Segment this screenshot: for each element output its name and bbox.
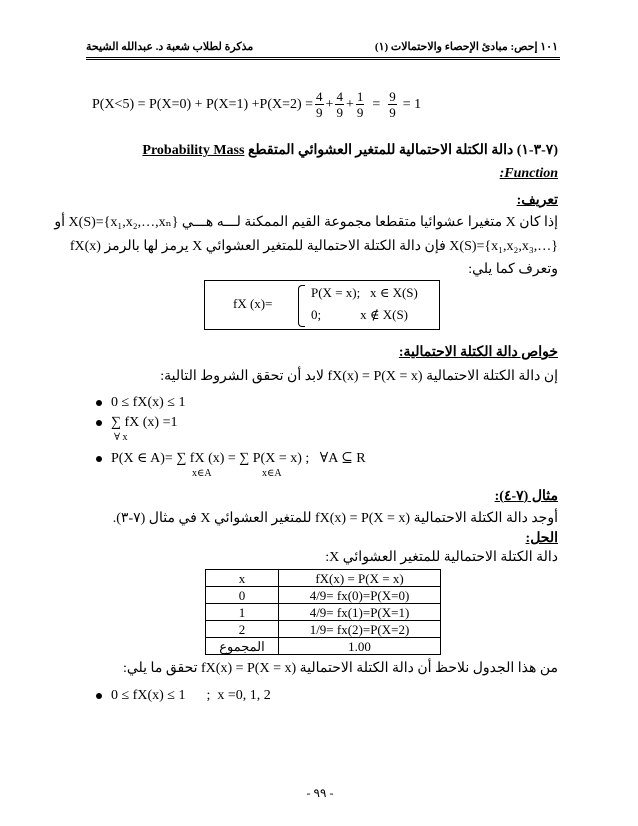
section-title: [142, 142, 558, 159]
table-total-label: المجموع: [206, 638, 279, 655]
header-author: مذكرة لطلاب شعبة د. عبدالله الشيحة: [86, 41, 254, 53]
fraction: $\frac{9}{9}$: [389, 89, 396, 120]
table-row: [206, 587, 441, 604]
solution-heading: الحل:: [525, 531, 558, 546]
table-header: fX(x) = P(X = x): [279, 570, 441, 587]
pmf-definition-box: [204, 280, 440, 330]
pmf-symbol: fX(x): [69, 239, 101, 254]
page-number: - ٩٩ -: [306, 786, 334, 800]
fraction: $\frac{1}{9}$: [356, 89, 364, 120]
pmf-equation: fX(x) = P(X = x): [201, 661, 297, 676]
pmf-case-2: 0; x ∉ X(S): [311, 307, 409, 322]
solution-line: دالة الكتلة الاحتمالية للمتغير العشوائي X:: [325, 550, 558, 565]
plus-sign: +: [345, 96, 354, 112]
properties-intro: إن دالة الكتلة الاحتمالية fX(x) = P(X = x) لابد أن تحقق الشروط التالية:: [160, 369, 558, 384]
example-text: أوجد دالة الكتلة الاحتمالية fX(x) = P(X = x) للمتغير العشوائي X في مثال (٧-٣).: [112, 511, 558, 526]
conclusion-item: 0 ≤ fX(x) ≤ 1 ; x =0, 1, 2: [96, 688, 271, 704]
pmf-equation: fX(x) = P(X = x): [327, 369, 423, 384]
property-item: 0 ≤ fX(x) ≤ 1: [96, 395, 185, 411]
property-item: P(X ∈ A)= ∑ fX (x) = ∑ P(X = x) ; ∀A ⊆ R: [96, 450, 366, 467]
bullet-icon: [96, 693, 102, 699]
table-cell: 4/9= fx(0)=P(X=0): [279, 587, 441, 604]
sample-space-set-infinite: X(S)={x₁,x₂,x₃,…}: [449, 239, 558, 254]
fraction: $\frac{4}{9}$: [316, 89, 323, 120]
section-title-ar: دالة الكتلة الاحتمالية للمتغير العشوائي المتقطع: [247, 143, 514, 158]
plus-sign: +: [325, 96, 334, 112]
sample-space-set: X(S)={x₁,x₂,…,xₙ}: [68, 215, 179, 230]
property-item: ∑ fX (x) =1: [96, 415, 177, 431]
equals-sign: =: [372, 96, 381, 112]
section-number: (٧-٣-١): [516, 143, 558, 158]
definition-line-3: وتعرف كما يلي:: [468, 262, 558, 277]
pmf-formula-lhs: fX (x)=: [233, 296, 273, 311]
pmf-equation: fX(x) = P(X = x): [314, 511, 411, 526]
table-cell: 2: [206, 621, 279, 638]
equation-lhs: P(X<5) = P(X=0) + P(X=1) +P(X=2) =: [92, 96, 314, 112]
brace: [298, 285, 305, 327]
table-cell: 1/9= fx(2)=P(X=2): [279, 621, 441, 638]
bullet-icon: [96, 400, 102, 406]
section-title-en-2: :Function: [499, 166, 558, 181]
sum-subscript: ∀ x: [114, 432, 128, 443]
table-row: [206, 604, 441, 621]
bullet-icon: [96, 456, 102, 462]
sum-subscript: x∈A: [262, 468, 282, 479]
table-total-value: 1.00: [279, 638, 441, 655]
table-cell: 4/9= fx(1)=P(X=1): [279, 604, 441, 621]
pmf-table: [205, 569, 441, 655]
definition-line-2: X(S)={x₁,x₂,x₃,…} فإن دالة الكتلة الاحتمالية للمتغير العشوائي X يرمز لها بالرمز fX(x): [69, 239, 558, 254]
pmf-case-1: P(X = x); x ∈ X(S): [311, 285, 418, 300]
table-cell: 1: [206, 604, 279, 621]
sum-subscript: x∈A: [192, 468, 212, 479]
fraction: $\frac{4}{9}$: [336, 89, 343, 120]
table-header-row: [206, 570, 441, 587]
conclusion-text: من هذا الجدول نلاحظ أن دالة الكتلة الاحتمالية fX(x) = P(X = x) تحقق ما يلي:: [122, 661, 558, 676]
equation-result: = 1: [402, 96, 422, 112]
definition-line-1: إذا كان X متغيرا عشوائيا متقطعا مجموعة القيم الممكنة لـــه هـــي X(S)={x₁,x₂,…,xₙ} أو: [54, 215, 558, 230]
example-heading: مثال (٧-٤):: [494, 489, 558, 504]
section-title-en: Probability Mass: [142, 143, 245, 158]
bullet-icon: [96, 420, 102, 426]
header-title: ١٠١ إحص: مبادئ الإحصاء والاحتمالات (١): [374, 41, 558, 53]
definition-heading: تعريف:: [516, 193, 558, 208]
table-row: [206, 621, 441, 638]
header-rule: [86, 57, 560, 60]
table-total-row: [206, 638, 441, 655]
table-cell: 0: [206, 587, 279, 604]
properties-heading: خواص دالة الكتلة الاحتمالية:: [398, 345, 558, 360]
equation-p-x-less-5: [92, 89, 421, 120]
table-header: x: [206, 570, 279, 587]
